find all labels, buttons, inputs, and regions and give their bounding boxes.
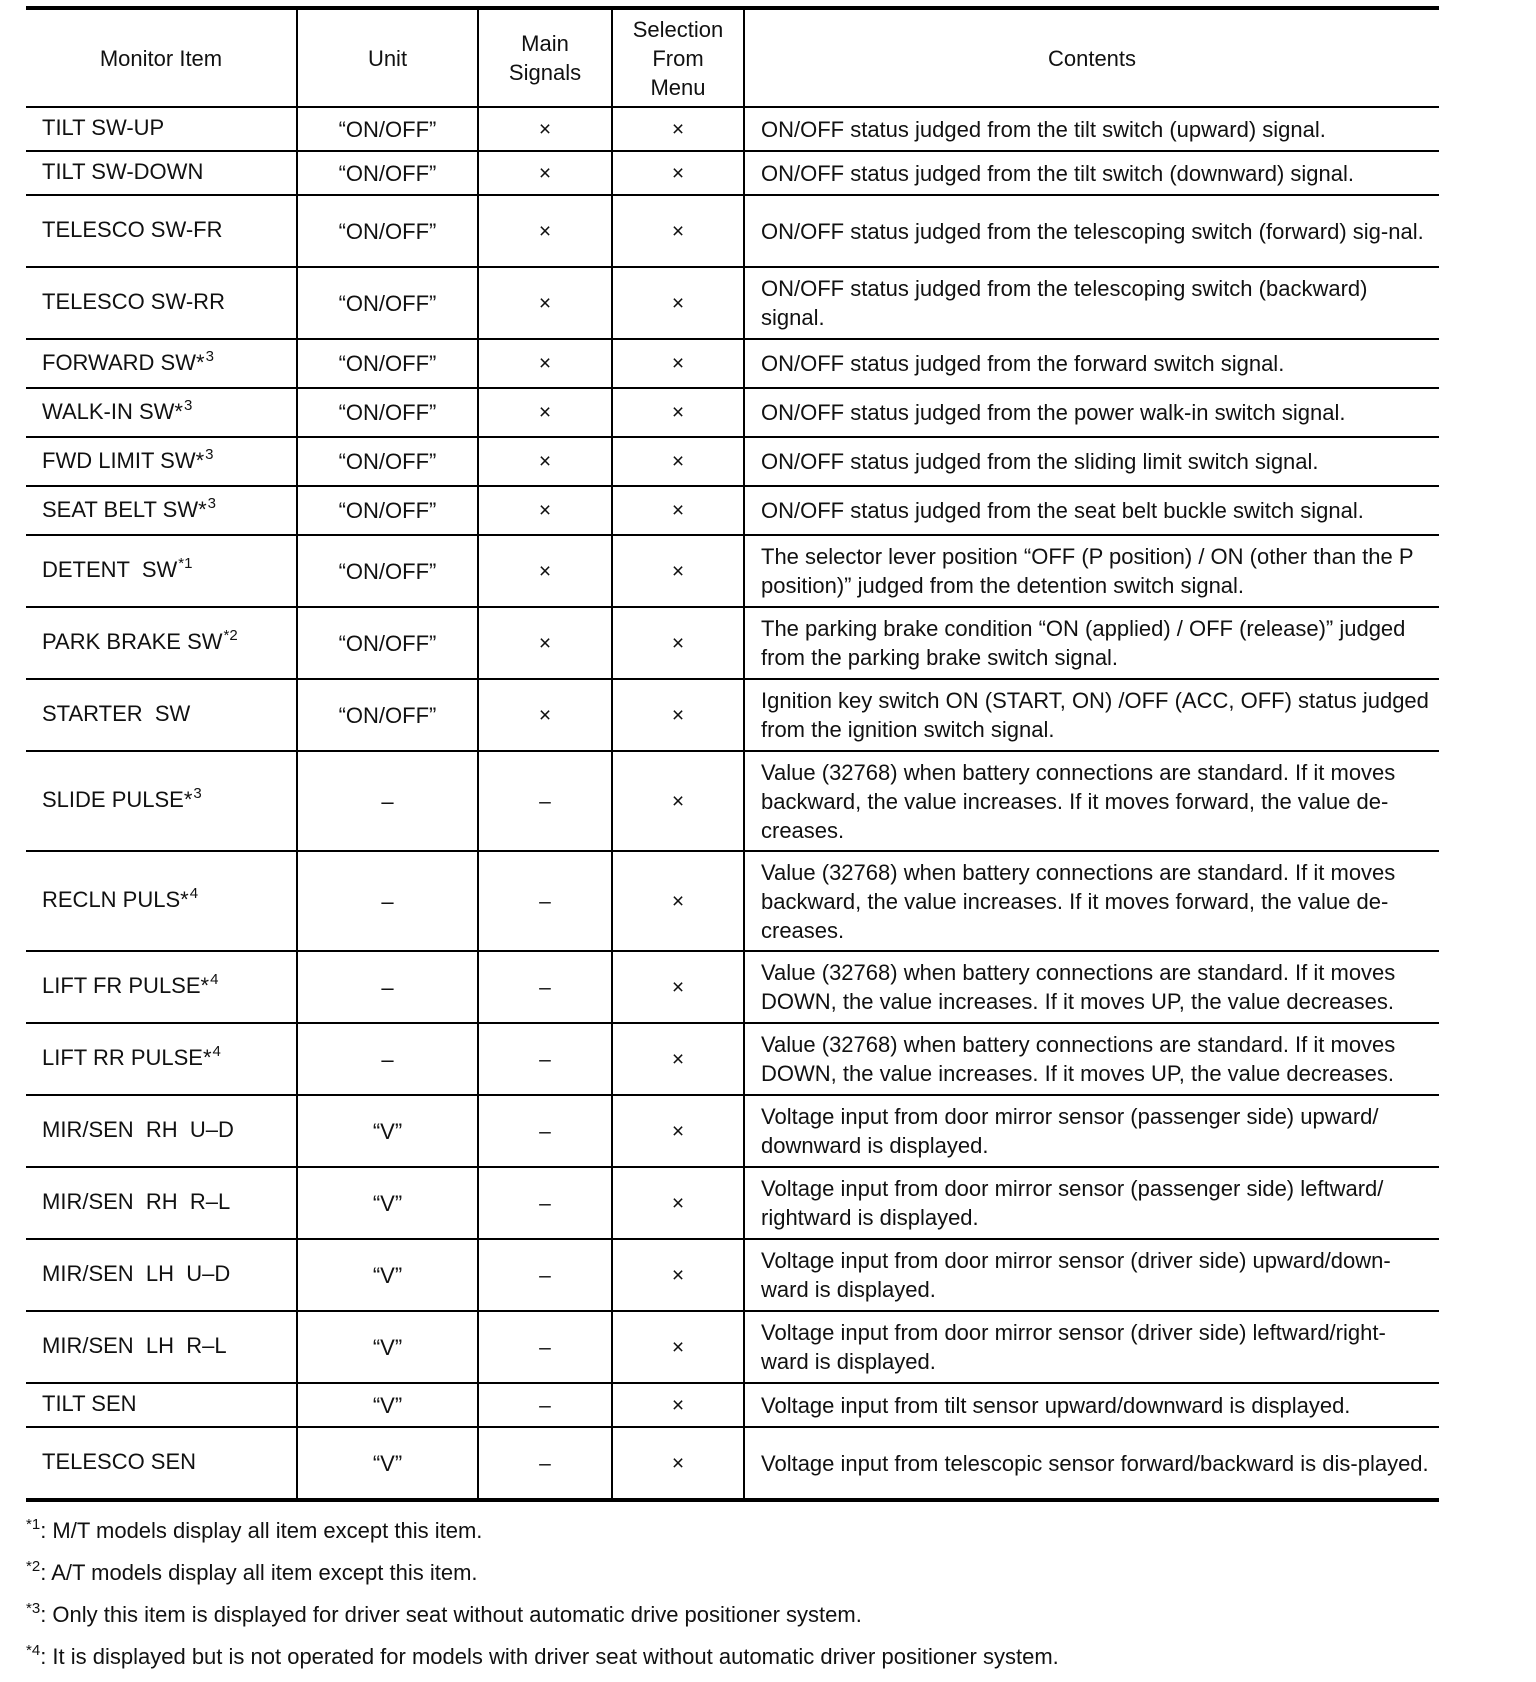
main-signals-cell: –	[478, 851, 612, 951]
table-row	[26, 1383, 1439, 1427]
contents-cell: Voltage input from door mirror sensor (passenger side) leftward/ rightward is displayed.	[744, 1167, 1439, 1239]
selection-cell: ×	[612, 1427, 744, 1500]
contents-cell: Value (32768) when battery connections are standard. If it moves DOWN, the value increases. If it moves UP, the value decreases.	[744, 951, 1439, 1023]
unit-cell: “V”	[297, 1095, 478, 1167]
unit-cell: –	[297, 951, 478, 1023]
monitor-item-name: LIFT FR PULSE*	[42, 973, 210, 998]
contents-cell: ON/OFF status judged from the tilt switch (upward) signal.	[744, 107, 1439, 151]
monitor-item-name: TILT SEN	[42, 1391, 137, 1416]
table-row	[26, 151, 1439, 195]
monitor-item-name: TILT SW-UP	[42, 115, 165, 140]
document-page	[26, 6, 1439, 1678]
monitor-item-name: FORWARD SW*	[42, 349, 205, 375]
selection-cell: ×	[612, 267, 744, 339]
contents-cell: ON/OFF status judged from the power walk-in switch signal.	[744, 388, 1439, 437]
table-row	[26, 486, 1439, 535]
selection-cell: ×	[612, 951, 744, 1023]
unit-cell: “V”	[297, 1239, 478, 1311]
main-signals-cell: –	[478, 1167, 612, 1239]
selection-cell: ×	[612, 1383, 744, 1427]
main-signals-cell: ×	[478, 267, 612, 339]
main-signals-cell: ×	[478, 607, 612, 679]
monitor-item-name: FWD LIMIT SW*	[42, 447, 205, 473]
selection-cell: ×	[612, 339, 744, 388]
monitor-item-name: WALK-IN SW*	[42, 398, 183, 424]
footnote-ref: *2	[223, 627, 238, 644]
monitor-item-name: PARK BRAKE SW	[42, 629, 223, 654]
monitor-item-name: MIR/SEN RH U–D	[42, 1117, 234, 1142]
main-signals-cell: ×	[478, 107, 612, 151]
monitor-item-name: SEAT BELT SW*	[42, 496, 207, 522]
unit-cell: “ON/OFF”	[297, 437, 478, 486]
monitor-item-table	[26, 6, 1439, 1502]
header-selection-text: Selection From Menu	[632, 16, 724, 100]
header-main-signals-text: Main Signals	[508, 31, 582, 85]
monitor-item-cell	[26, 607, 297, 679]
selection-cell: ×	[612, 1239, 744, 1311]
footnote-ref: 3	[205, 445, 214, 463]
monitor-item-cell	[26, 195, 297, 267]
footnote-mark: *4	[26, 1642, 41, 1659]
contents-cell: ON/OFF status judged from the seat belt buckle switch signal.	[744, 486, 1439, 535]
contents-cell: Ignition key switch ON (START, ON) /OFF (ACC, OFF) status judged from the ignition switch signal.	[744, 679, 1439, 751]
monitor-item-name: MIR/SEN LH U–D	[42, 1261, 231, 1286]
selection-cell: ×	[612, 1023, 744, 1095]
monitor-item-cell	[26, 1167, 297, 1239]
unit-cell: “ON/OFF”	[297, 107, 478, 151]
main-signals-cell: –	[478, 1023, 612, 1095]
header-contents: Contents	[744, 8, 1439, 107]
main-signals-cell: –	[478, 1095, 612, 1167]
monitor-item-name: TELESCO SEN	[42, 1449, 197, 1474]
main-signals-cell: ×	[478, 339, 612, 388]
footnote-3	[26, 1594, 1439, 1636]
selection-cell: ×	[612, 1167, 744, 1239]
table-row	[26, 339, 1439, 388]
monitor-item-cell	[26, 107, 297, 151]
contents-cell: ON/OFF status judged from the telescoping switch (forward) sig-nal.	[744, 195, 1439, 267]
monitor-item-cell	[26, 679, 297, 751]
selection-cell: ×	[612, 151, 744, 195]
table-row	[26, 951, 1439, 1023]
header-monitor-item: Monitor Item	[26, 8, 297, 107]
selection-cell: ×	[612, 607, 744, 679]
monitor-item-cell	[26, 151, 297, 195]
selection-cell: ×	[612, 535, 744, 607]
monitor-item-cell	[26, 339, 297, 388]
selection-cell: ×	[612, 107, 744, 151]
footnote-ref: 3	[193, 785, 202, 802]
selection-cell: ×	[612, 679, 744, 751]
footnote-ref: *1	[178, 555, 193, 572]
monitor-item-cell	[26, 951, 297, 1023]
monitor-item-name: DETENT SW	[42, 557, 178, 582]
monitor-item-cell	[26, 1427, 297, 1500]
contents-cell: Value (32768) when battery connections are standard. If it moves DOWN, the value increases. If it moves UP, the value decreases.	[744, 1023, 1439, 1095]
table-row	[26, 607, 1439, 679]
selection-cell: ×	[612, 751, 744, 851]
table-row	[26, 1095, 1439, 1167]
contents-cell: Voltage input from door mirror sensor (passenger side) upward/ downward is displayed.	[744, 1095, 1439, 1167]
footnote-text: : A/T models display all item except this item.	[40, 1560, 478, 1585]
footnote-ref: 4	[212, 1043, 221, 1060]
selection-cell: ×	[612, 437, 744, 486]
header-selection-from-menu	[612, 8, 744, 107]
unit-cell: “ON/OFF”	[297, 388, 478, 437]
contents-cell: Value (32768) when battery connections are standard. If it moves backward, the value increases. If it moves forward, the value de-creases.	[744, 851, 1439, 951]
contents-cell: Value (32768) when battery connections are standard. If it moves backward, the value increases. If it moves forward, the value de-creases.	[744, 751, 1439, 851]
table-row	[26, 535, 1439, 607]
main-signals-cell: –	[478, 1427, 612, 1500]
footnote-ref: 3	[183, 396, 193, 414]
table-row	[26, 195, 1439, 267]
unit-cell: “ON/OFF”	[297, 679, 478, 751]
monitor-item-cell	[26, 267, 297, 339]
footnote-mark: *2	[26, 1558, 41, 1575]
table-row	[26, 1239, 1439, 1311]
contents-cell: Voltage input from door mirror sensor (driver side) upward/down-ward is displayed.	[744, 1239, 1439, 1311]
main-signals-cell: ×	[478, 388, 612, 437]
monitor-item-cell	[26, 1311, 297, 1383]
footnote-text: : M/T models display all item except this item.	[40, 1518, 483, 1543]
contents-cell: ON/OFF status judged from the sliding limit switch signal.	[744, 437, 1439, 486]
unit-cell: “ON/OFF”	[297, 607, 478, 679]
contents-cell: ON/OFF status judged from the forward switch signal.	[744, 339, 1439, 388]
footnote-1	[26, 1510, 1439, 1552]
unit-cell: “ON/OFF”	[297, 267, 478, 339]
footnote-ref: 4	[189, 885, 199, 902]
monitor-item-cell	[26, 1383, 297, 1427]
selection-cell: ×	[612, 1095, 744, 1167]
monitor-item-name: SLIDE PULSE*	[42, 787, 193, 812]
monitor-item-name: TELESCO SW-RR	[42, 289, 225, 314]
selection-cell: ×	[612, 486, 744, 535]
table-row	[26, 851, 1439, 951]
unit-cell: “ON/OFF”	[297, 151, 478, 195]
monitor-item-cell	[26, 437, 297, 486]
footnote-ref: 4	[210, 971, 219, 988]
contents-cell: ON/OFF status judged from the telescoping switch (backward) signal.	[744, 267, 1439, 339]
footnote-4	[26, 1636, 1439, 1678]
main-signals-cell: ×	[478, 535, 612, 607]
unit-cell: “V”	[297, 1383, 478, 1427]
table-row	[26, 1023, 1439, 1095]
main-signals-cell: –	[478, 1239, 612, 1311]
footnote-ref: 3	[205, 347, 214, 365]
footnote-text: : It is displayed but is not operated for models with driver seat without automatic driver positioner system.	[40, 1644, 1059, 1669]
table-row	[26, 679, 1439, 751]
main-signals-cell: –	[478, 751, 612, 851]
selection-cell: ×	[612, 388, 744, 437]
unit-cell: –	[297, 851, 478, 951]
table-row	[26, 267, 1439, 339]
unit-cell: “V”	[297, 1311, 478, 1383]
main-signals-cell: –	[478, 1311, 612, 1383]
unit-cell: –	[297, 751, 478, 851]
main-signals-cell: ×	[478, 151, 612, 195]
monitor-item-cell	[26, 388, 297, 437]
footnote-mark: *3	[26, 1600, 41, 1617]
main-signals-cell: ×	[478, 195, 612, 267]
main-signals-cell: ×	[478, 437, 612, 486]
monitor-item-cell	[26, 535, 297, 607]
table-row	[26, 751, 1439, 851]
table-row	[26, 107, 1439, 151]
unit-cell: “V”	[297, 1167, 478, 1239]
unit-cell: “ON/OFF”	[297, 486, 478, 535]
contents-cell: Voltage input from tilt sensor upward/downward is displayed.	[744, 1383, 1439, 1427]
monitor-item-name: RECLN PULS*	[42, 887, 189, 912]
header-unit: Unit	[297, 8, 478, 107]
table-row	[26, 1311, 1439, 1383]
monitor-item-cell	[26, 1023, 297, 1095]
monitor-item-cell	[26, 751, 297, 851]
monitor-item-name: TILT SW-DOWN	[42, 159, 204, 184]
table-row	[26, 1427, 1439, 1500]
monitor-item-cell	[26, 1095, 297, 1167]
footnote-mark: *1	[26, 1516, 41, 1533]
unit-cell: “ON/OFF”	[297, 195, 478, 267]
main-signals-cell: ×	[478, 486, 612, 535]
contents-cell: ON/OFF status judged from the tilt switch (downward) signal.	[744, 151, 1439, 195]
contents-cell: The parking brake condition “ON (applied) / OFF (release)” judged from the parking brake switch signal.	[744, 607, 1439, 679]
monitor-item-cell	[26, 851, 297, 951]
selection-cell: ×	[612, 195, 744, 267]
monitor-item-name: TELESCO SW-FR	[42, 217, 223, 242]
monitor-item-name: MIR/SEN RH R–L	[42, 1189, 231, 1214]
table-header-row	[26, 8, 1439, 107]
main-signals-cell: –	[478, 1383, 612, 1427]
main-signals-cell: ×	[478, 679, 612, 751]
unit-cell: “ON/OFF”	[297, 339, 478, 388]
selection-cell: ×	[612, 1311, 744, 1383]
footnote-text: : Only this item is displayed for driver seat without automatic drive positioner system.	[40, 1602, 862, 1627]
table-row	[26, 388, 1439, 437]
monitor-item-cell	[26, 486, 297, 535]
main-signals-cell: –	[478, 951, 612, 1023]
table-row	[26, 437, 1439, 486]
footnotes	[26, 1510, 1439, 1678]
footnote-ref: 3	[207, 494, 216, 512]
contents-cell: Voltage input from telescopic sensor forward/backward is dis-played.	[744, 1427, 1439, 1500]
contents-cell: Voltage input from door mirror sensor (driver side) leftward/right-ward is displayed.	[744, 1311, 1439, 1383]
unit-cell: “V”	[297, 1427, 478, 1500]
unit-cell: –	[297, 1023, 478, 1095]
monitor-item-name: LIFT RR PULSE*	[42, 1045, 212, 1070]
contents-cell: The selector lever position “OFF (P position) / ON (other than the P position)” judged from the detention switch signal.	[744, 535, 1439, 607]
monitor-item-name: MIR/SEN LH R–L	[42, 1333, 227, 1358]
header-main-signals	[478, 8, 612, 107]
selection-cell: ×	[612, 851, 744, 951]
table-row	[26, 1167, 1439, 1239]
monitor-item-name: STARTER SW	[42, 701, 191, 726]
monitor-item-cell	[26, 1239, 297, 1311]
unit-cell: “ON/OFF”	[297, 535, 478, 607]
footnote-2	[26, 1552, 1439, 1594]
